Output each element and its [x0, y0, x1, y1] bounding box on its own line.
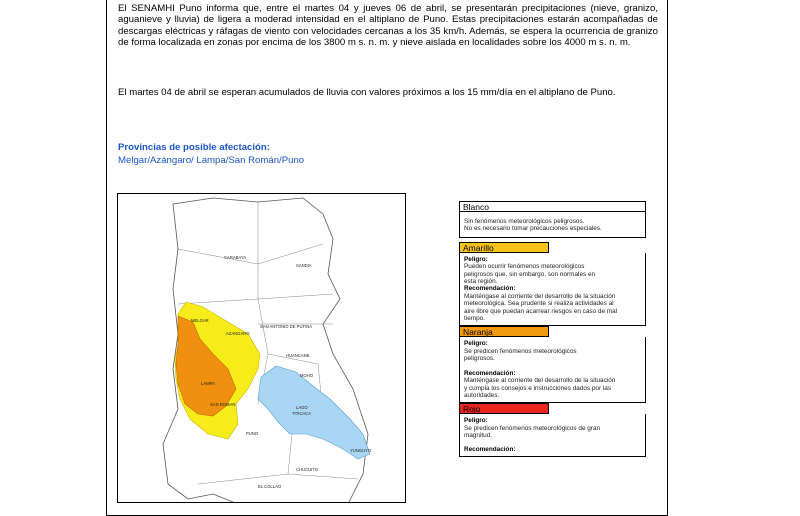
lake-titicaca: [258, 366, 370, 459]
legend-blanco-header: Blanco: [459, 201, 646, 212]
map-label-azangaro: AZANGARO: [226, 331, 250, 336]
map-label-yunguyo: YUNGUYO: [350, 448, 372, 453]
legend-rojo-body: [459, 414, 646, 457]
map-label-chucuito: CHUCUITO: [296, 467, 319, 472]
map-svg: [118, 194, 406, 503]
legend-blanco-body: [459, 212, 646, 238]
legend-naranja-recom-label: Recomendación:: [464, 369, 516, 377]
map-label-moho: MOHO: [300, 373, 314, 378]
map-label-sandia: SANDIA: [296, 263, 312, 268]
alert-legend: [459, 201, 646, 457]
legend-rojo-peligro-label: Peligro:: [464, 417, 488, 425]
legend-amarillo-recom-text: Manténgase al corriente del desarrollo de la situación meteorológica. Sea prudente si realiza actividades al aire libre que puedan acarrear riesgos en caso de mal tiempo.: [464, 292, 618, 323]
legend-amarillo-body: [459, 253, 646, 327]
warning-map: [117, 193, 406, 503]
legend-naranja-peligro-label: Peligro:: [464, 340, 488, 348]
legend-naranja-header: Naranja: [459, 326, 549, 337]
bulletin-paragraph-2: El martes 04 de abril se esperan acumulados de lluvia con valores próximos a los 15 mm/día en el altiplano de Puno.: [118, 87, 616, 98]
map-label-el-collao: EL COLLAO: [258, 484, 282, 489]
bulletin-paragraph-1: El SENAMHI Puno informa que, entre el martes 04 y jueves 06 de abril, se presentarán precipitaciones (nieve, granizo, aguanieve y lluvia) de ligera a moderad intensidad en el altiplano de Puno. Estas precipitaciones estarán acompañadas de descargas eléctricas y ráfagas de viento con velocidades cercanas a los 35 km/h. Además, se espera la ocurrencia de granizo de forma localizada en zonas por encima de los 3800 m s. n. m. y nieve aislada en localidades sobre los 4000 m s. n. m.: [118, 3, 658, 48]
legend-rojo-peligro-text: Se predicen fenómenos meteorológicos de gran magnitud.: [464, 424, 601, 440]
legend-blanco-line1: Sin fenómenos meteorológicos peligrosos.: [464, 218, 585, 225]
legend-amarillo-recom-label: Recomendación:: [464, 285, 516, 293]
map-label-puno: PUNO: [246, 431, 259, 436]
provinces-list: Melgar/Azángaro/ Lampa/San Román/Puno: [118, 155, 305, 166]
legend-naranja-peligro-text: Se predicen fenómenos meteorológicos peligrosos.: [464, 347, 577, 363]
provinces-title: Provincias de posible afectación:: [118, 142, 270, 153]
legend-naranja-body: [459, 337, 646, 403]
map-label-titicaca: TITICACA: [292, 411, 312, 416]
legend-amarillo-header: Amarillo: [459, 242, 549, 253]
legend-blanco-line2: No es necesario tomar precauciones especiales.: [464, 225, 602, 233]
map-label-lampa: LAMPA: [201, 381, 215, 386]
legend-rojo-recom-label: Recomendación:: [464, 445, 516, 453]
legend-rojo-header: Rojo: [459, 403, 549, 414]
legend-amarillo-peligro-text: Pueden ocurrir fenómenos meteorológicos peligrosos que, sin embargo, son normales en esta región.: [464, 263, 596, 286]
legend-amarillo-peligro-label: Peligro:: [464, 255, 488, 263]
legend-naranja-recom-text: Manténgase al corriente del desarrollo de la situación y cumpla los consejos e instrucciones dados por las autoridades.: [464, 377, 616, 399]
map-label-san-antonio: SAN ANTONIO DE PUTINA: [260, 324, 313, 329]
map-label-lago: LAGO: [296, 405, 308, 410]
map-label-melgar: MELGAR: [191, 318, 209, 323]
map-label-san-roman: SAN ROMAN: [210, 402, 236, 407]
map-label-carabaya: CARABAYA: [224, 255, 247, 260]
map-label-huancane: HUANCANE: [286, 353, 310, 358]
